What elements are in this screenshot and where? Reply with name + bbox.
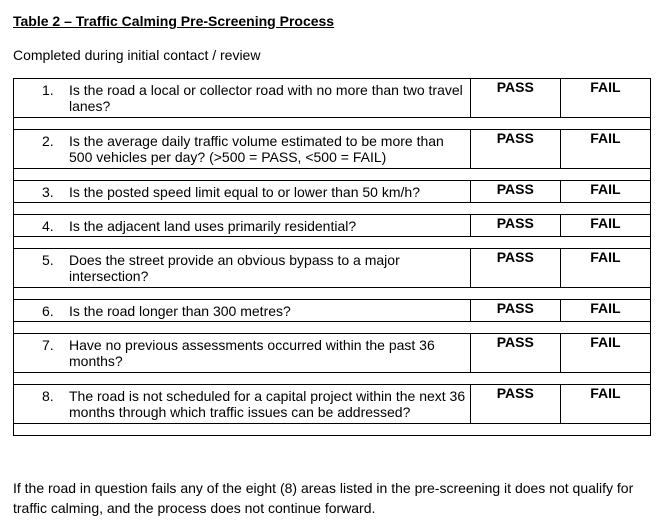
question-cell: [14, 130, 471, 169]
spacer-cell: [14, 373, 651, 385]
question-cell: [14, 300, 471, 322]
question-cell: [14, 249, 471, 288]
question-text: Does the street provide an obvious bypass to a major intersection?: [69, 252, 400, 284]
question-cell: [14, 334, 471, 373]
question-cell: [14, 215, 471, 237]
pass-option: PASS: [470, 215, 560, 237]
question-text: Is the posted speed limit equal to or lower than 50 km/h?: [69, 184, 420, 200]
question-row: [14, 130, 651, 169]
question-number: 5.: [42, 252, 54, 268]
fail-option: FAIL: [560, 300, 650, 322]
spacer-cell: [14, 118, 651, 130]
pass-option: PASS: [470, 181, 560, 203]
question-row: [14, 249, 651, 288]
question-cell: [14, 181, 471, 203]
pass-option: PASS: [470, 300, 560, 322]
spacer-row: [14, 118, 651, 130]
question-number: 1.: [42, 82, 54, 98]
question-number: 7.: [42, 337, 54, 353]
pass-option: PASS: [470, 385, 560, 424]
question-row: [14, 334, 651, 373]
fail-option: FAIL: [560, 249, 650, 288]
pass-option: PASS: [470, 79, 560, 118]
fail-option: FAIL: [560, 215, 650, 237]
spacer-cell: [14, 169, 651, 181]
question-number: 8.: [42, 388, 54, 404]
spacer-row: [14, 288, 651, 300]
fail-option: FAIL: [560, 385, 650, 424]
question-cell: [14, 385, 471, 424]
question-text: Is the adjacent land uses primarily residential?: [69, 218, 357, 234]
question-text: The road is not scheduled for a capital project within the next 36 months through which traffic issues can be addressed?: [69, 388, 466, 420]
spacer-row: [14, 322, 651, 334]
spacer-row: [14, 237, 651, 249]
question-row: [14, 300, 651, 322]
question-cell: [14, 79, 471, 118]
spacer-row: [14, 169, 651, 181]
spacer-cell: [14, 288, 651, 300]
question-text: Is the average daily traffic volume estimated to be more than 500 vehicles per day? (>500 = PASS, <500 = FAIL): [69, 133, 444, 165]
pass-option: PASS: [470, 334, 560, 373]
table-subtitle: Completed during initial contact / review: [13, 47, 261, 63]
question-text: Is the road a local or collector road with no more than two travel lanes?: [69, 82, 463, 114]
question-row: [14, 385, 651, 424]
spacer-cell: [14, 424, 651, 436]
table-title: Table 2 – Traffic Calming Pre-Screening Process: [13, 13, 335, 29]
spacer-row: [14, 424, 651, 436]
pass-option: PASS: [470, 249, 560, 288]
spacer-row: [14, 203, 651, 215]
question-number: 2.: [42, 133, 54, 149]
fail-option: FAIL: [560, 79, 650, 118]
question-text: Is the road longer than 300 metres?: [69, 303, 291, 319]
question-number: 4.: [42, 218, 54, 234]
spacer-cell: [14, 237, 651, 249]
spacer-cell: [14, 322, 651, 334]
question-number: 6.: [42, 303, 54, 319]
question-row: [14, 181, 651, 203]
pass-option: PASS: [470, 130, 560, 169]
fail-option: FAIL: [560, 130, 650, 169]
question-row: [14, 215, 651, 237]
question-text: Have no previous assessments occurred within the past 36 months?: [69, 337, 435, 369]
spacer-cell: [14, 203, 651, 215]
footer-note: If the road in question fails any of the eight (8) areas listed in the pre-screening it does not qualify for traffic calming, and the process does not continue forward.: [13, 480, 634, 516]
fail-option: FAIL: [560, 334, 650, 373]
fail-option: FAIL: [560, 181, 650, 203]
question-number: 3.: [42, 184, 54, 200]
pre-screening-table: [13, 78, 651, 436]
spacer-row: [14, 373, 651, 385]
question-row: [14, 79, 651, 118]
